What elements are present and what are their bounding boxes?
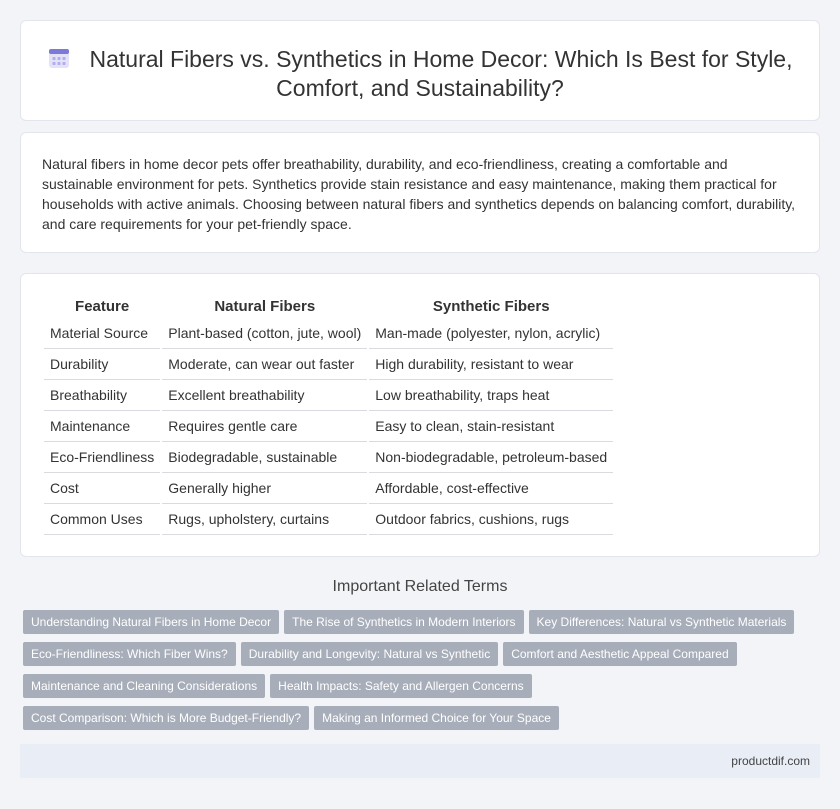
table-cell: Requires gentle care bbox=[162, 411, 367, 442]
header-card bbox=[20, 20, 820, 121]
table-row bbox=[44, 380, 613, 411]
table-cell: Eco-Friendliness bbox=[44, 442, 160, 473]
table-cell: Plant-based (cotton, jute, wool) bbox=[162, 318, 367, 349]
related-tags bbox=[23, 610, 823, 738]
related-tag[interactable]: Cost Comparison: Which is More Budget-Friendly? bbox=[23, 706, 309, 730]
table-cell: Maintenance bbox=[44, 411, 160, 442]
header-natural-fibers: Natural Fibers bbox=[214, 298, 316, 315]
intro-card bbox=[20, 132, 820, 253]
related-tag[interactable]: Durability and Longevity: Natural vs Synthetic bbox=[241, 642, 498, 666]
related-tag[interactable]: Health Impacts: Safety and Allergen Concerns bbox=[270, 674, 531, 698]
comparison-table bbox=[42, 296, 615, 535]
table-cell: Common Uses bbox=[44, 504, 160, 535]
table-cell: Moderate, can wear out faster bbox=[162, 349, 367, 380]
page-title: Natural Fibers vs. Synthetics in Home Decor: Which Is Best for Style, Comfort, and Sustainability? bbox=[89, 46, 793, 101]
tag-row bbox=[23, 674, 823, 706]
related-tag[interactable]: Eco-Friendliness: Which Fiber Wins? bbox=[23, 642, 236, 666]
table-cell: Durability bbox=[44, 349, 160, 380]
related-tag[interactable]: Comfort and Aesthetic Appeal Compared bbox=[503, 642, 736, 666]
related-tag[interactable]: Maintenance and Cleaning Considerations bbox=[23, 674, 265, 698]
table-row bbox=[44, 504, 613, 535]
header-synthetic-fibers: Synthetic Fibers bbox=[432, 298, 550, 315]
table-cell: Low breathability, traps heat bbox=[369, 380, 613, 411]
table-header-row bbox=[44, 296, 613, 318]
table-row bbox=[44, 473, 613, 504]
footer bbox=[20, 744, 820, 778]
header-feature: Feature bbox=[75, 298, 130, 315]
calendar-grid-icon bbox=[47, 46, 71, 70]
table-cell: Affordable, cost-effective bbox=[369, 473, 613, 504]
footer-site-link[interactable]: productdif.com bbox=[731, 754, 810, 768]
table-cell: Generally higher bbox=[162, 473, 367, 504]
page-title-container bbox=[21, 45, 819, 103]
table-cell: Excellent breathability bbox=[162, 380, 367, 411]
table-cell: Material Source bbox=[44, 318, 160, 349]
related-tag[interactable]: Key Differences: Natural vs Synthetic Materials bbox=[529, 610, 795, 634]
tag-row bbox=[23, 642, 823, 674]
related-tag[interactable]: Understanding Natural Fibers in Home Decor bbox=[23, 610, 279, 634]
intro-paragraph: Natural fibers in home decor pets offer breathability, durability, and eco-friendliness, creating a comfortable and sustainable environment for pets. Synthetics provide stain resistance and easy maintenance, making them practical for households with active animals. Choosing between natural fibers and synthetics depends on balancing comfort, durability, and care requirements for your pet-friendly space. bbox=[42, 156, 796, 232]
table-cell: Easy to clean, stain-resistant bbox=[369, 411, 613, 442]
table-cell: Man-made (polyester, nylon, acrylic) bbox=[369, 318, 613, 349]
table-cell: Rugs, upholstery, curtains bbox=[162, 504, 367, 535]
table-row bbox=[44, 318, 613, 349]
table-row bbox=[44, 442, 613, 473]
related-terms-heading: Important Related Terms bbox=[332, 578, 508, 595]
table-row bbox=[44, 349, 613, 380]
table-cell: Cost bbox=[44, 473, 160, 504]
tag-row bbox=[23, 706, 823, 738]
related-tag[interactable]: The Rise of Synthetics in Modern Interiors bbox=[284, 610, 523, 634]
table-cell: Non-biodegradable, petroleum-based bbox=[369, 442, 613, 473]
table-row bbox=[44, 411, 613, 442]
table-cell: Breathability bbox=[44, 380, 160, 411]
related-tag[interactable]: Making an Informed Choice for Your Space bbox=[314, 706, 559, 730]
comparison-card bbox=[20, 273, 820, 557]
table-cell: Biodegradable, sustainable bbox=[162, 442, 367, 473]
table-cell: Outdoor fabrics, cushions, rugs bbox=[369, 504, 613, 535]
tag-row bbox=[23, 610, 823, 642]
table-cell: High durability, resistant to wear bbox=[369, 349, 613, 380]
